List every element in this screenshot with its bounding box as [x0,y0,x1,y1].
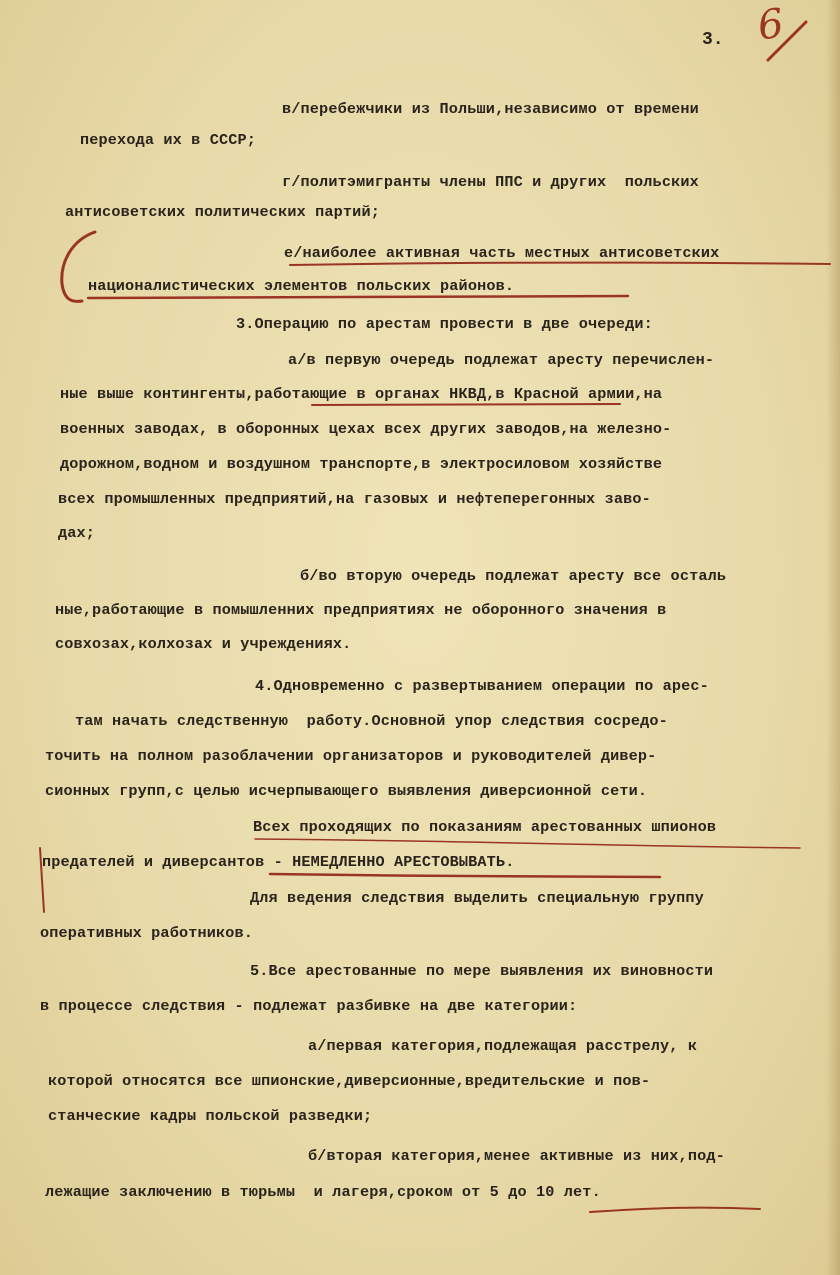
text-line: ные,работающие в помышленних предприятиях не оборонного значения в [55,601,667,619]
margin-line-mark [40,848,44,912]
text-line: дах; [58,524,96,542]
text-line: всех промышленных предприятий,на газовых и нефтеперегонных заво- [58,490,651,508]
underline-mark [270,874,660,877]
text-line: националистических элементов польских районов. [88,277,515,295]
text-line: лежащие заключению в тюрьмы и лагеря,сроком от 5 до 10 лет. [45,1183,601,1201]
text-line: в/перебежчики из Польши,независимо от времени [282,100,699,118]
text-line: 3.Операцию по арестам провести в две очереди: [236,315,653,333]
text-line: совхозах,колхозах и учреждениях. [55,635,352,653]
text-line: антисоветских политических партий; [65,203,380,221]
text-line: оперативных работников. [40,924,254,942]
text-line: предателей и диверсантов - НЕМЕДЛЕННО АРЕСТОВЫВАТЬ. [42,853,515,871]
text-line: в процессе следствия - подлежат разбивке на две категории: [40,997,578,1015]
margin-bracket-mark [62,232,95,301]
underline-mark [590,1208,760,1212]
text-line: 5.Все арестованные по мере выявления их виновности [250,962,714,980]
text-line: а/в первую очередь подлежат аресту перечислен- [288,351,715,369]
underline-mark [312,404,620,405]
text-line: б/вторая категория,менее активные из них,под- [308,1147,725,1165]
text-line: г/политэмигранты члены ППС и других польских [282,173,699,191]
underline-mark [255,839,800,848]
text-line: там начать следственную работу.Основной упор следствия сосредо- [75,712,668,730]
text-line: б/во вторую очередь подлежат аресту все осталь [300,567,727,585]
text-line: ные выше контингенты,работающие в органах НКВД,в Красной армии,на [60,385,663,403]
handwritten-page-number: 6 [754,0,787,50]
handwritten-slash-mark [768,22,806,60]
text-line: Для ведения следствия выделить специальную группу [250,889,704,907]
text-line: 4.Одновременно с развертыванием операции по арес- [255,677,709,695]
text-line: дорожном,водном и воздушном транспорте,в электросиловом хозяйстве [60,455,663,473]
text-line: станческие кадры польской разведки; [48,1107,373,1125]
text-line: Всех проходящих по показаниям арестованных шпионов [253,818,717,836]
text-line: которой относятся все шпионские,диверсионные,вредительские и пов- [48,1072,651,1090]
text-line: е/наиболее активная часть местных антисоветских [284,244,720,262]
text-line: а/первая категория,подлежащая расстрелу, к [308,1037,698,1055]
text-line: перехода их в СССР; [80,131,257,149]
text-line: военных заводах, в оборонных цехах всех других заводов,на железно- [60,420,672,438]
text-line: точить на полном разоблачении организаторов и руководителей дивер- [45,747,657,765]
underline-mark [290,263,830,265]
text-line: сионных групп,с целью исчерпывающего выявления диверсионной сети. [45,782,648,800]
page-number: 3. [702,30,724,50]
underline-mark [88,296,628,298]
